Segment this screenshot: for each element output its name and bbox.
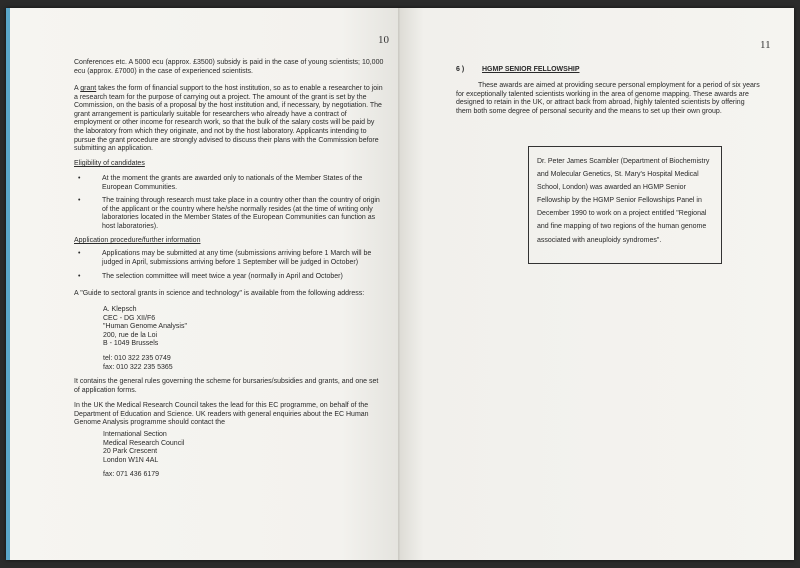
telephone-number: tel: 010 322 235 0749	[103, 355, 171, 362]
award-announcement-box	[528, 146, 722, 264]
left-page	[6, 8, 400, 560]
grant-term: grant	[80, 85, 97, 92]
address-line: A. Klepsch	[103, 306, 137, 313]
address-line: CEC - DG XII/F6	[103, 314, 156, 322]
guide-line: A "Guide to sectoral grants in science and technology" is available from the following address:	[74, 290, 365, 297]
page-number-left: 10	[378, 34, 389, 46]
paragraph-rules: It contains the general rules governing the scheme for bursaries/subsidies and grants, and one set of application forms.	[74, 378, 379, 394]
grant-description: takes the form of financial support to the host institution, so as to enable a researcher to join a research team for the purpose of carrying out a project. The amount of the grant is set by the Commission, on the basis of a proposal by the host institution and, if necessary, by negotiation. The grant arrangement is particularly suitable for researchers who already have a contract of employment or other income for research work, so that the bulk of the salary costs will be paid by the laboratory from which they originate, and not by the host laboratory. Applicants intending to pursue the grant procedure are strongly advised to discuss their plans with the Commission before submitting an application.	[74, 85, 383, 153]
address-line: 20 Park Crescent	[103, 448, 158, 456]
paragraph-uk: In the UK the Medical Research Council takes the lead for this EC programme, on behalf of the Department of Education and Science. UK readers with general enquiries about the EC Human Genome Analysis programme should contact the	[74, 402, 369, 427]
section-number: 6 )	[456, 66, 465, 73]
page-number-right: 11	[760, 39, 771, 51]
paragraph-grant	[74, 85, 386, 154]
address-line: London W1N 4AL	[103, 456, 159, 464]
eligibility-heading: Eligibility of candidates	[74, 160, 145, 167]
address-line: 200, rue de la Loi	[103, 331, 158, 339]
application-item-1: Applications may be submitted at any time (submissions arriving before 1 March will be judged in April, submissions arriving before 1 September will be judged in October)	[102, 250, 372, 266]
bullet-icon: •	[78, 273, 81, 280]
application-heading: Application procedure/further information	[74, 237, 201, 244]
award-announcement-text: Dr. Peter James Scambler (Department of Biochemistry and Molecular Genetics, St. Mary's Hospital Medical School, London) was awarded an HGMP Senior Fellowship by the HGMP Senior Fellowships Panel in December 1990 to work on a project entitled "Regional and fine mapping of two regions of the human genome associated with aneuploidy syndromes".	[537, 158, 710, 244]
document-spread	[6, 8, 794, 560]
grant-prefix: A	[74, 85, 81, 92]
bullet-icon: •	[78, 250, 81, 257]
section-title: HGMP SENIOR FELLOWSHIP	[482, 66, 580, 73]
fax-number: fax: 010 322 235 5365	[103, 363, 173, 371]
eligibility-item-2: The training through research must take place in a country other than the country of origin of the applicant or the country where he/she normally resides (at the time of writing only laboratories located in the Member States of the European Communities can function as host laboratories).	[102, 197, 380, 230]
fax-number: fax: 071 436 6179	[103, 471, 160, 478]
right-page	[400, 8, 794, 560]
bullet-icon: •	[78, 175, 81, 182]
address-line: "Human Genome Analysis"	[103, 323, 187, 331]
eligibility-item-1: At the moment the grants are awarded only to nationals of the Member States of the European Communities.	[102, 175, 363, 191]
bullet-icon: •	[78, 197, 81, 204]
address-line: B - 1049 Brussels	[103, 340, 159, 348]
fellowship-intro: These awards are aimed at providing secure personal employment for a period of six years for exceptionally talented scientists working in the area of genome mapping. These awards are designed to retain in the UK, or attract back from abroad, highly talented scientists by offering them both some degree of personal security and the means to set up their own group.	[456, 82, 760, 115]
application-item-2: The selection committee will meet twice a year (normally in April and October)	[102, 273, 343, 280]
address-line: International Section	[103, 431, 167, 438]
address-line: Medical Research Council	[103, 439, 185, 447]
paragraph-conferences: Conferences etc. A 5000 ecu (approx. £3500) subsidy is paid in the case of young scientists; 10,000 ecu (approx. £7000) in the case of experienced scientists.	[74, 59, 384, 75]
